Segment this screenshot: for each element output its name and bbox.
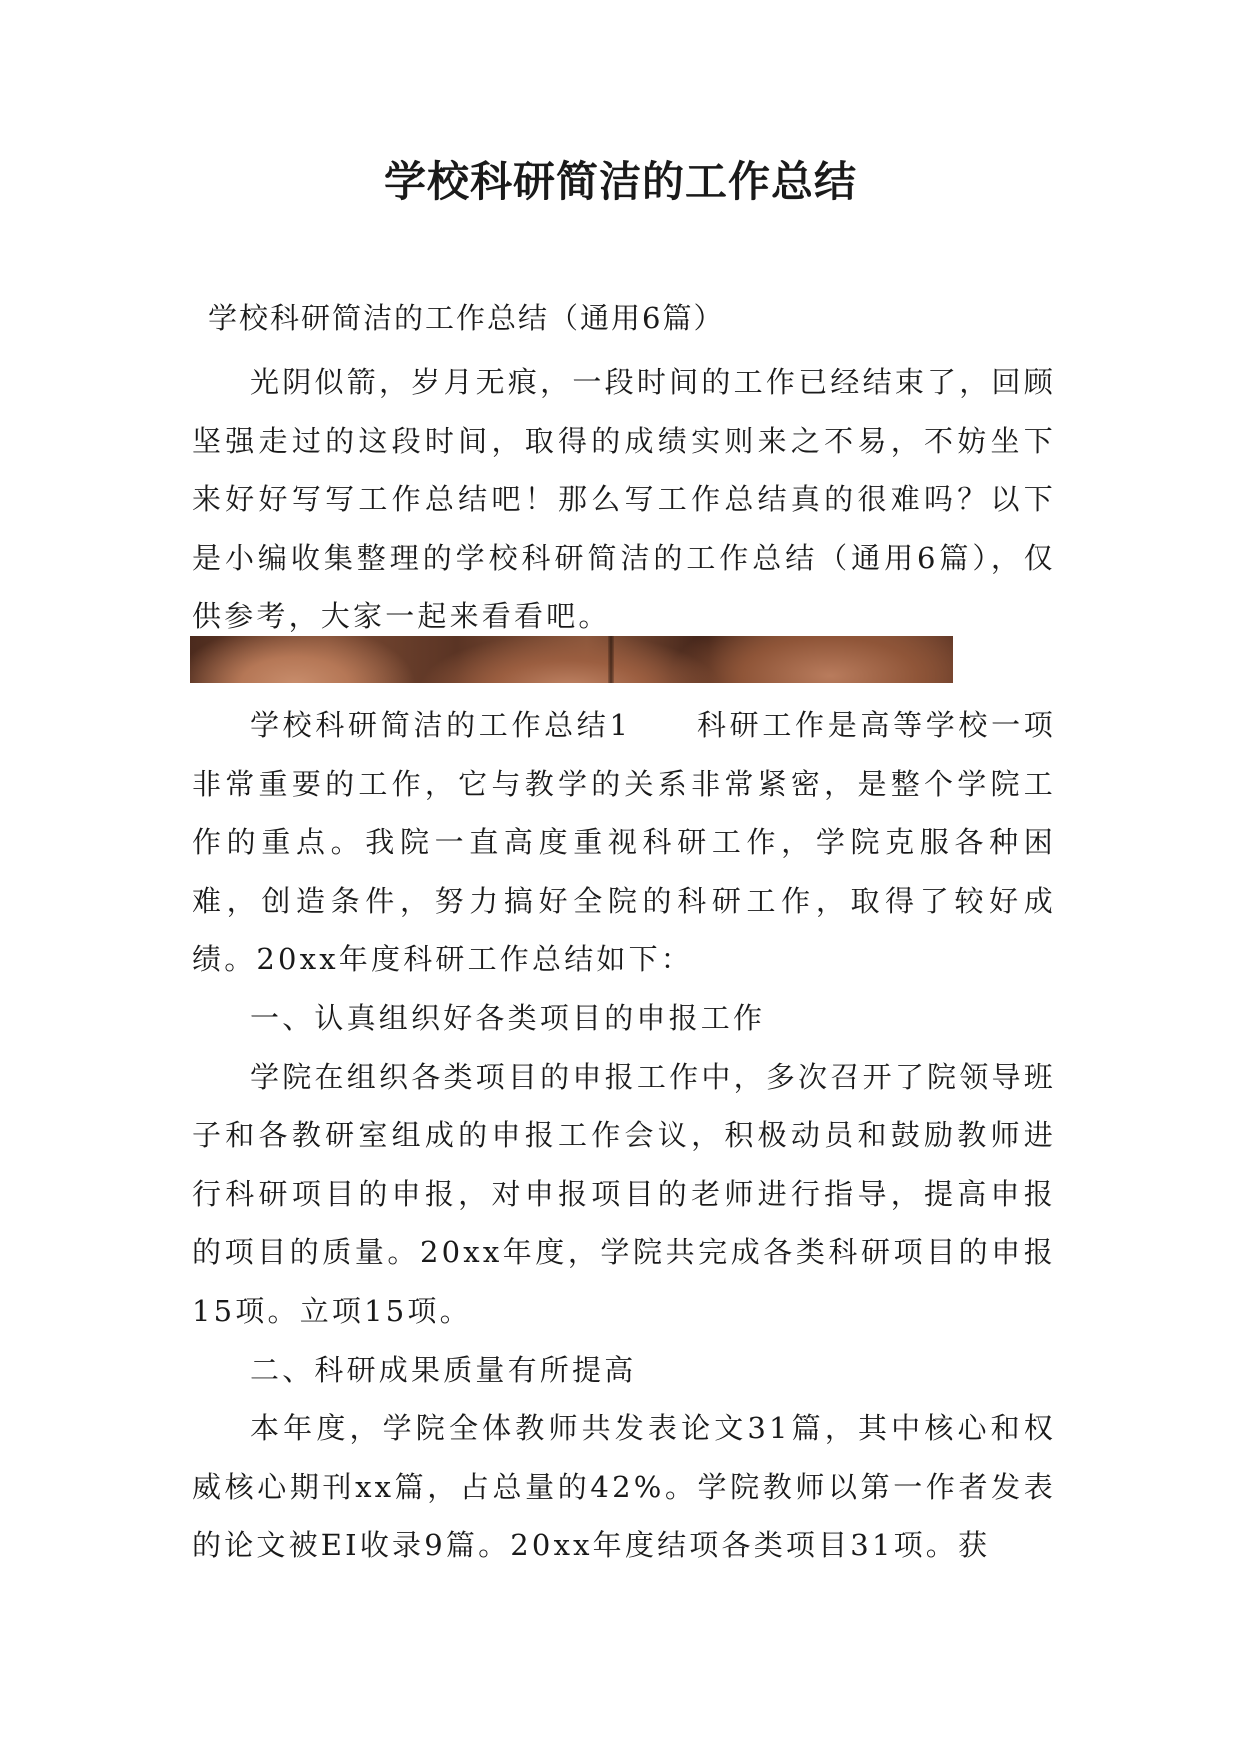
banner-image bbox=[190, 636, 953, 683]
section-heading-2: 二、科研成果质量有所提高 bbox=[250, 1352, 637, 1387]
document-subtitle: 学校科研简洁的工作总结（通用6篇） bbox=[208, 301, 725, 335]
intro-paragraph: 光阴似箭，岁月无痕，一段时间的工作已经结束了，回顾坚强走过的这段时间，取得的成绩实则来之不易，不妨坐下来好好写写工作总结吧！那么写工作总结真的很难吗？以下是小编收集整理的学校科研简洁的工作总结（通用6篇），仅供参考，大家一起来看看吧。 bbox=[192, 365, 1056, 634]
paragraph-3: 本年度，学院全体教师共发表论文31篇，其中核心和权威核心期刊xx篇，占总量的42%。学院教师以第一作者发表的论文被EI收录9篇。20xx年度结项各类项目31项。获 bbox=[192, 1411, 1056, 1563]
paragraph-1: 学校科研简洁的工作总结1 科研工作是高等学校一项非常重要的工作，它与教学的关系非常紧密，是整个学院工作的重点。我院一直高度重视科研工作，学院克服各种困难，创造条件，努力搞好全院的科研工作，取得了较好成绩。20xx年度科研工作总结如下： bbox=[192, 708, 1056, 977]
document-title: 学校科研简洁的工作总结 bbox=[383, 157, 857, 206]
image-seam bbox=[608, 636, 614, 683]
paragraph-2: 学院在组织各类项目的申报工作中，多次召开了院领导班子和各教研室组成的申报工作会议，积极动员和鼓励教师进行科研项目的申报，对申报项目的老师进行指导，提高申报的项目的质量。20xx年度，学院共完成各类科研项目的申报15项。立项15项。 bbox=[192, 1059, 1056, 1328]
section-heading-1: 一、认真组织好各类项目的申报工作 bbox=[250, 1000, 766, 1035]
main-body bbox=[192, 696, 1056, 1575]
intro-block bbox=[192, 353, 1056, 646]
